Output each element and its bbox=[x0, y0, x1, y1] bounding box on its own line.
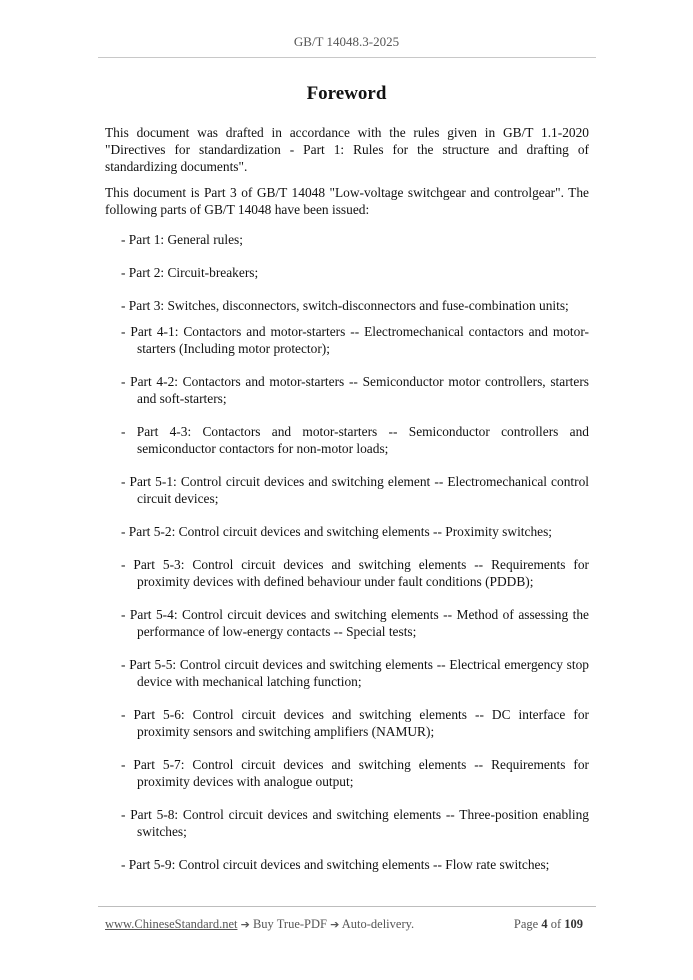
page-indicator bbox=[514, 917, 583, 932]
parts-list bbox=[105, 231, 589, 873]
list-item: - Part 5-7: Control circuit devices and switching elements -- Requirements for proximity devices with analogue output; bbox=[121, 757, 589, 789]
list-item: - Part 5-2: Control circuit devices and switching elements -- Proximity switches; bbox=[121, 524, 553, 539]
intro-paragraph: This document was drafted in accordance with the rules given in GB/T 1.1-2020 "Directives for standardization - Part 1: Rules for the structure and drafting of standardizing documents". bbox=[105, 125, 589, 174]
list-item: - Part 5-4: Control circuit devices and switching elements -- Method of assessing the performance of low-energy contacts -- Special tests; bbox=[121, 607, 589, 639]
page-footer bbox=[105, 917, 583, 932]
page-total: 109 bbox=[564, 917, 583, 931]
auto-delivery-text: Auto-delivery. bbox=[341, 917, 415, 931]
page-title: Foreword bbox=[306, 83, 387, 104]
chinesestandard-link[interactable]: www.ChineseStandard.net bbox=[105, 917, 238, 931]
buy-true-pdf-text: Buy True-PDF bbox=[252, 917, 327, 931]
list-item: - Part 4-3: Contactors and motor-starters -- Semiconductor controllers and semiconductor contactors for non-motor loads; bbox=[121, 424, 589, 456]
list-item: - Part 4-1: Contactors and motor-starters -- Electromechanical contactors and motor-starters (Including motor protector); bbox=[121, 324, 589, 356]
list-item: - Part 5-9: Control circuit devices and switching elements -- Flow rate switches; bbox=[121, 857, 550, 872]
document-body bbox=[105, 124, 589, 889]
list-item: - Part 1: General rules; bbox=[121, 232, 243, 247]
parts-intro-paragraph: This document is Part 3 of GB/T 14048 "Low-voltage switchgear and controlgear". The following parts of GB/T 14048 have been issued: bbox=[105, 185, 589, 217]
list-item: - Part 2: Circuit-breakers; bbox=[121, 265, 259, 280]
list-item: - Part 5-8: Control circuit devices and switching elements -- Three-position enabling switches; bbox=[121, 807, 589, 839]
list-item: - Part 3: Switches, disconnectors, switch-disconnectors and fuse-combination units; bbox=[121, 298, 569, 313]
list-item: - Part 4-2: Contactors and motor-starters -- Semiconductor motor controllers, starters and soft-starters; bbox=[121, 374, 589, 406]
page-label: Page bbox=[513, 917, 539, 931]
page-of-label: of bbox=[550, 917, 562, 931]
right-arrow-icon: ➔ bbox=[240, 918, 250, 931]
list-item: - Part 5-5: Control circuit devices and switching elements -- Electrical emergency stop device with mechanical latching function; bbox=[121, 657, 589, 689]
list-item: - Part 5-1: Control circuit devices and switching element -- Electromechanical control circuit devices; bbox=[121, 474, 589, 506]
header-divider bbox=[98, 57, 596, 58]
list-item: - Part 5-6: Control circuit devices and switching elements -- DC interface for proximity sensors and switching amplifiers (NAMUR); bbox=[121, 707, 589, 739]
list-item: - Part 5-3: Control circuit devices and switching elements -- Requirements for proximity devices with defined behaviour under fault conditions (PDDB); bbox=[121, 557, 589, 589]
running-header: GB/T 14048.3-2025 bbox=[293, 34, 400, 49]
page-current: 4 bbox=[541, 917, 548, 931]
right-arrow-icon: ➔ bbox=[330, 918, 340, 931]
footer-left bbox=[105, 917, 414, 932]
footer-divider bbox=[98, 906, 596, 907]
